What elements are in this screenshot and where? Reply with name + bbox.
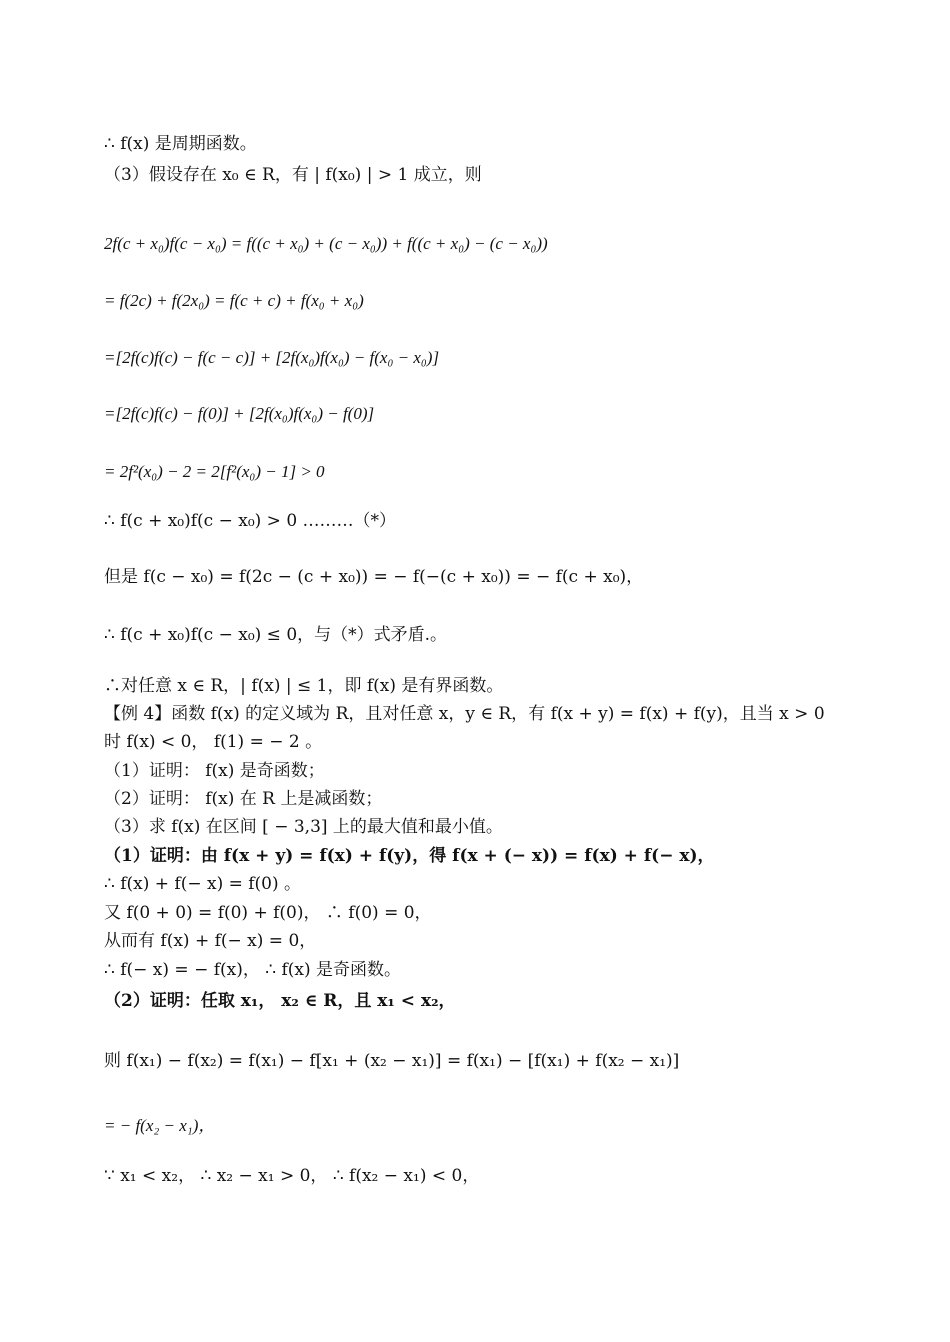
example4-condition: 时 f(x) < 0， f(1) = − 2 。 <box>104 732 323 752</box>
part3-assumption: （3）假设存在 x₀ ∈ R，有 | f(x₀) | > 1 成立，则 <box>104 165 482 185</box>
bounded-conclusion: ∴对任意 x ∈ R，| f(x) | ≤ 1，即 f(x) 是有界函数。 <box>104 676 504 696</box>
proof1-step2: ∴ f(x) + f(− x) = f(0) 。 <box>104 874 302 894</box>
equation-line-5: = 2f²(x₀) − 2 = 2[f²(x₀) − 1] > 0 <box>104 462 325 481</box>
proof2-because: ∵ x₁ < x₂， ∴ x₂ − x₁ > 0， ∴ f(x₂ − x₁) < 0， <box>104 1166 480 1186</box>
contradiction-statement: ∴ f(c + x₀)f(c − x₀) ≤ 0，与（*）式矛盾.。 <box>104 625 448 645</box>
equation-line-4: =[2f(c)f(c) − f(0)] + [2f(x₀)f(x₀) − f(0)] <box>104 404 375 423</box>
proof2-start: （2）证明：任取 x₁， x₂ ∈ R，且 x₁ < x₂， <box>104 991 456 1011</box>
example4-part2: （2）证明： f(x) 在 R 上是减函数； <box>104 789 383 809</box>
inequality-star: ∴ f(c + x₀)f(c − x₀) > 0 ………（*） <box>104 511 397 531</box>
proof2-result: = − f(x₂ − x₁)， <box>104 1116 216 1135</box>
example4-statement: 【例 4】函数 f(x) 的定义域为 R，且对任意 x，y ∈ R，有 f(x + y) = f(x) + f(y)，且当 x > 0 <box>104 704 825 724</box>
proof2-difference: 则 f(x₁) − f(x₂) = f(x₁) − f[x₁ + (x₂ − x₁)] = f(x₁) − [f(x₁) + f(x₂ − x₁)] <box>104 1051 680 1071</box>
proof1-step4: 从而有 f(x) + f(− x) = 0， <box>104 931 317 951</box>
example4-part1: （1）证明： f(x) 是奇函数； <box>104 761 325 781</box>
equation-line-2: = f(2c) + f(2x₀) = f(c + c) + f(x₀ + x₀) <box>104 291 364 310</box>
proof1-step3: 又 f(0 + 0) = f(0) + f(0)， ∴ f(0) = 0， <box>104 903 432 923</box>
conclusion-periodic: ∴ f(x) 是周期函数。 <box>104 134 257 154</box>
proof1-start: （1）证明：由 f(x + y) = f(x) + f(y)，得 f(x + (− x)) = f(x) + f(− x)， <box>104 846 715 866</box>
equation-line-3: =[2f(c)f(c) − f(c − c)] + [2f(x₀)f(x₀) − f(x₀ − x₀)] <box>104 348 440 367</box>
but-statement: 但是 f(c − x₀) = f(2c − (c + x₀)) = − f(−(c + x₀)) = − f(c + x₀)， <box>104 567 644 587</box>
example4-part3: （3）求 f(x) 在区间 [ − 3,3] 上的最大值和最小值。 <box>104 817 503 837</box>
proof1-conclusion: ∴ f(− x) = − f(x)， ∴ f(x) 是奇函数。 <box>104 960 402 980</box>
equation-line-1: 2f(c + x₀)f(c − x₀) = f((c + x₀) + (c − x₀)) + f((c + x₀) − (c − x₀)) <box>104 234 548 253</box>
